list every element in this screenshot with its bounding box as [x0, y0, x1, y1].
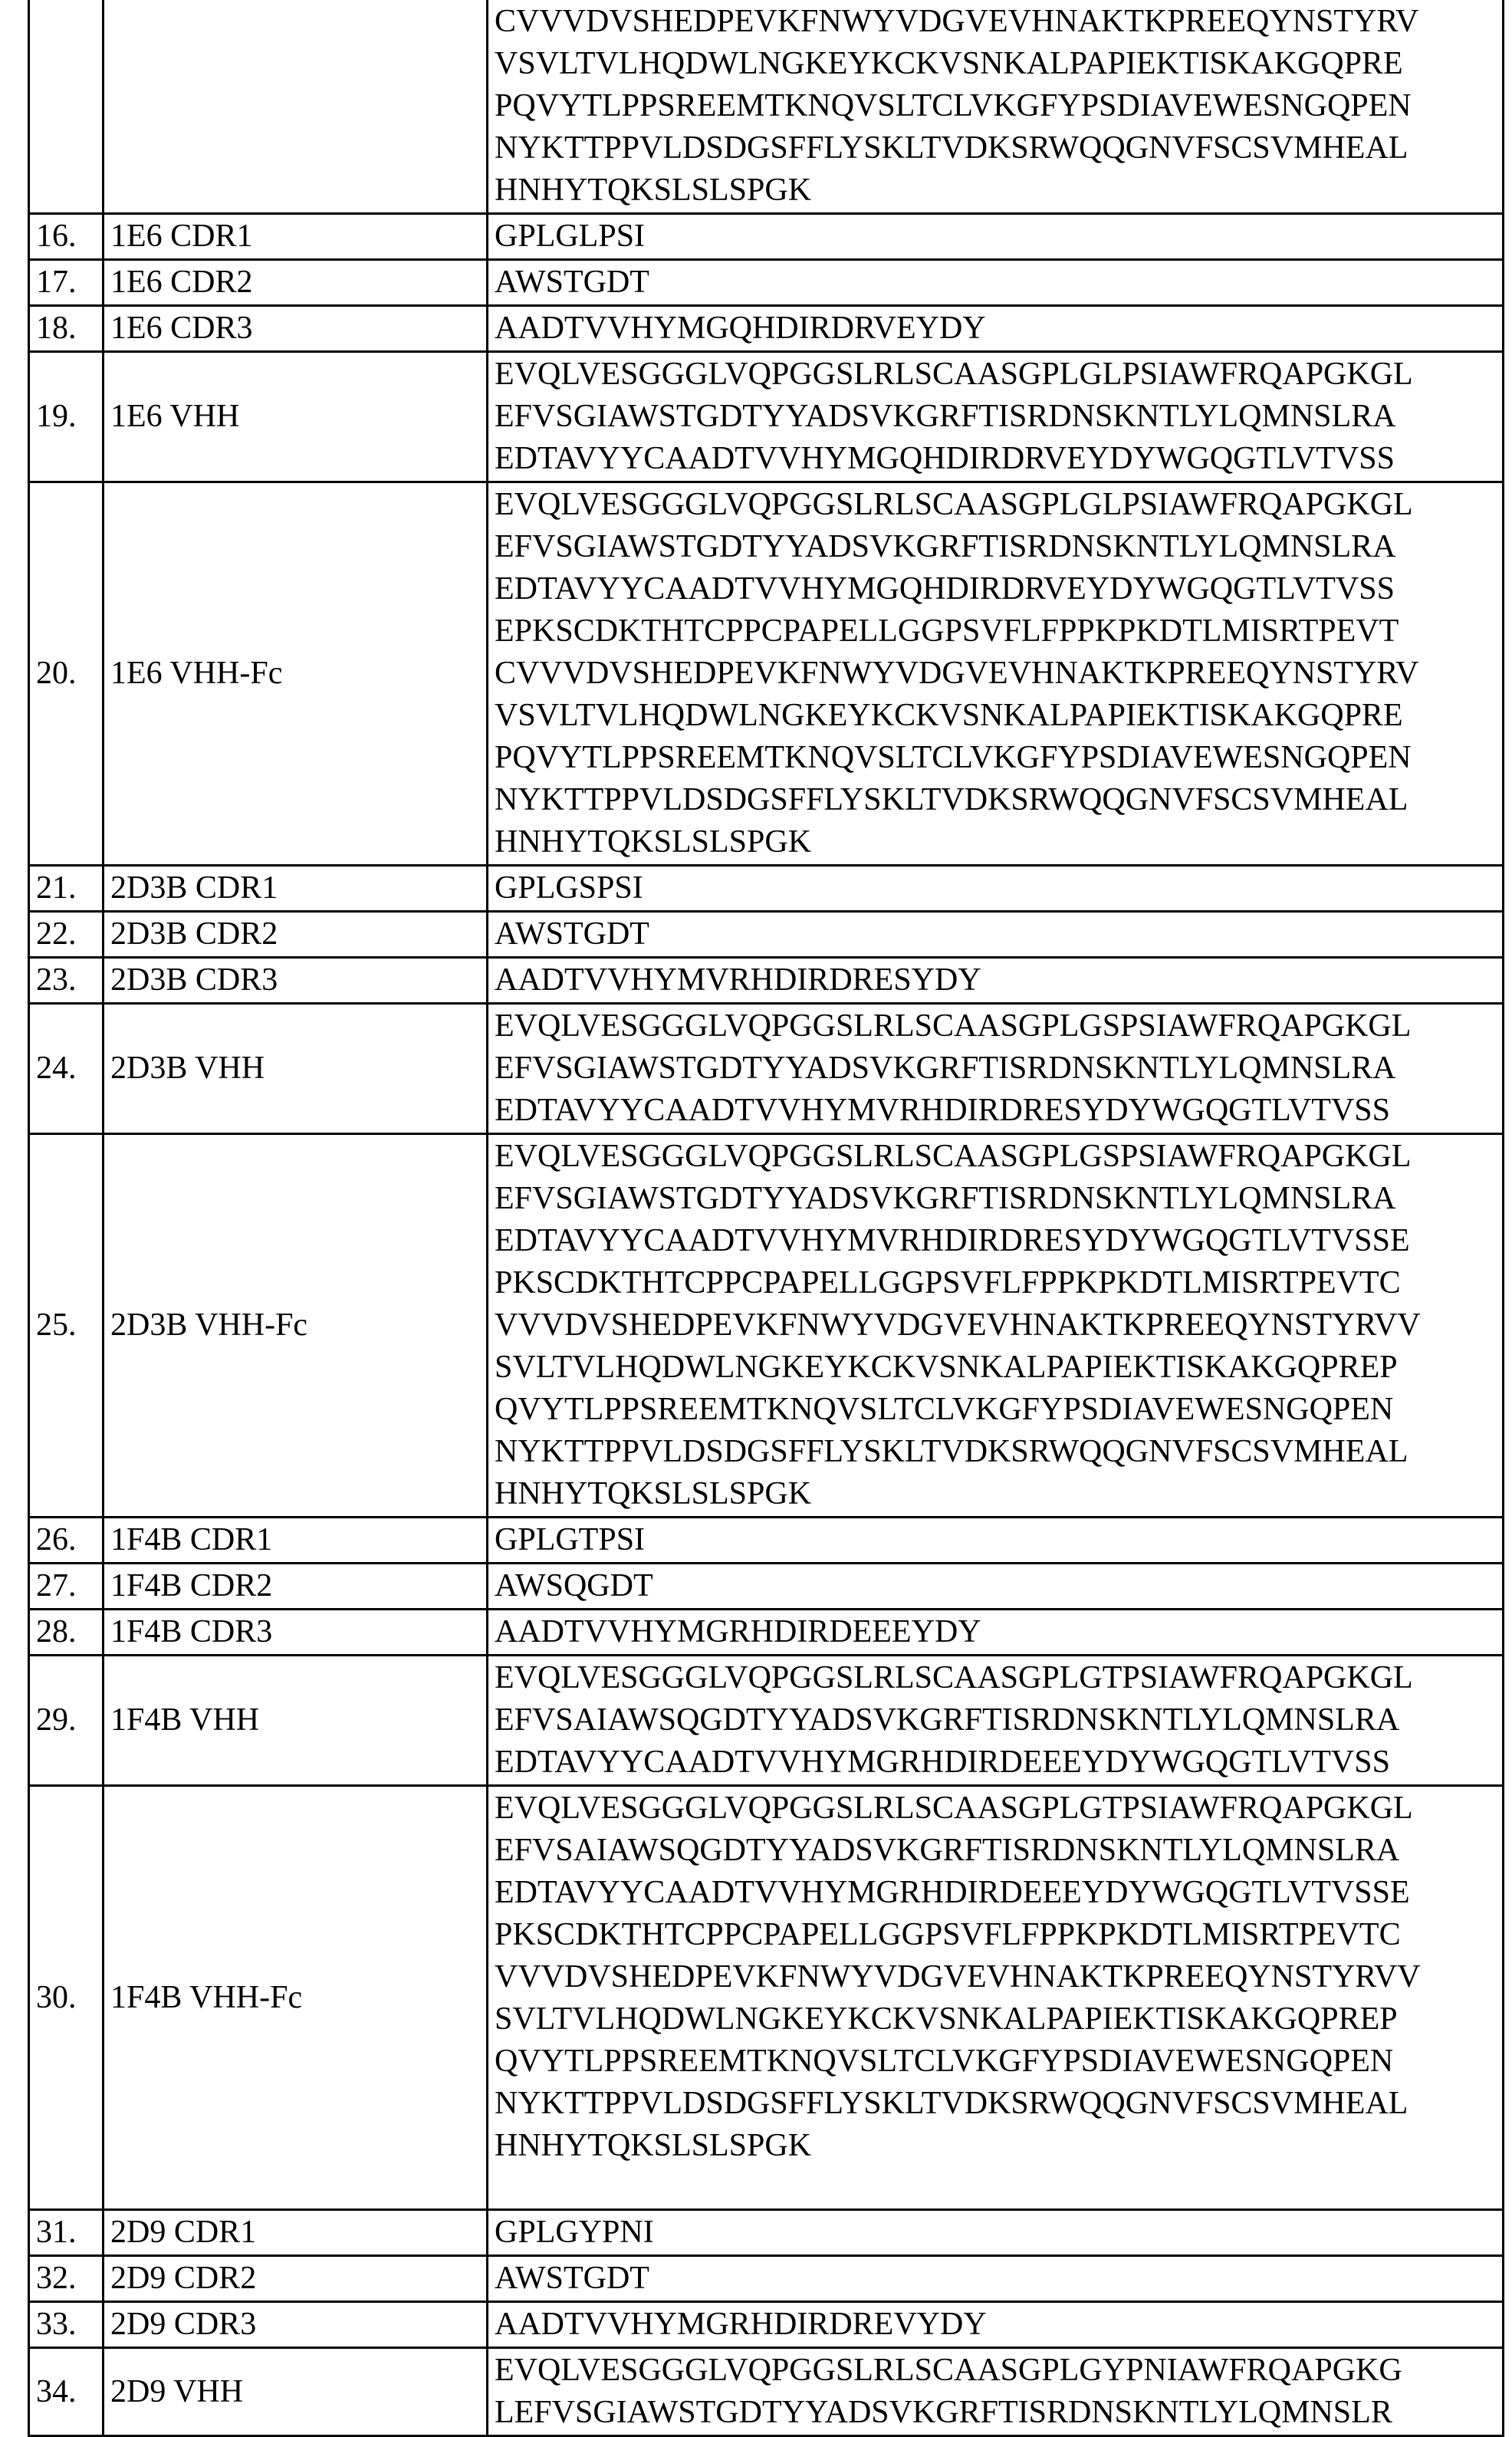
table-row	[29, 482, 1504, 866]
clone-name: 1E6 VHH	[104, 352, 488, 482]
clone-name: 2D3B CDR2	[104, 912, 488, 958]
table-row	[29, 912, 1504, 958]
row-number: 20.	[29, 482, 104, 866]
table-row	[29, 0, 1504, 214]
row-number: 16.	[29, 214, 104, 260]
row-number: 23.	[29, 958, 104, 1004]
table-row	[29, 1134, 1504, 1518]
sequence-text: AADTVVHYMVRHDIRDRESYDY	[488, 958, 1504, 1004]
row-number: 17.	[29, 260, 104, 306]
clone-name: 2D9 CDR2	[104, 2256, 488, 2302]
table-row	[29, 1564, 1504, 1610]
clone-name: 2D9 VHH	[104, 2348, 488, 2436]
clone-name	[104, 0, 488, 214]
sequence-text: AADTVVHYMGRHDIRDEEEYDY	[488, 1610, 1504, 1656]
table-row	[29, 1004, 1504, 1134]
sequence-text: EVQLVESGGGLVQPGGSLRLSCAASGPLGSPSIAWFRQAPGKGL EFVSGIAWSTGDTYYADSVKGRFTISRDNSKNTLYLQMNSLRA EDTAVYYCAADTVVHYMVRHDIRDRESYDYWGQGTLVTVSS	[488, 1004, 1504, 1134]
sequence-text: GPLGSPSI	[488, 866, 1504, 912]
row-number: 33.	[29, 2302, 104, 2348]
clone-name: 1F4B CDR3	[104, 1610, 488, 1656]
table-row	[29, 958, 1504, 1004]
clone-name: 2D3B VHH-Fc	[104, 1134, 488, 1518]
sequence-text: AADTVVHYMGQHDIRDRVEYDY	[488, 306, 1504, 352]
row-number: 22.	[29, 912, 104, 958]
table-row	[29, 2256, 1504, 2302]
table-row	[29, 260, 1504, 306]
table-row	[29, 214, 1504, 260]
row-number: 18.	[29, 306, 104, 352]
row-number: 26.	[29, 1518, 104, 1564]
sequence-text: AADTVVHYMGRHDIRDREVYDY	[488, 2302, 1504, 2348]
clone-name: 1F4B VHH-Fc	[104, 1786, 488, 2210]
row-number: 34.	[29, 2348, 104, 2436]
sequence-text: AWSTGDT	[488, 260, 1504, 306]
table-row	[29, 352, 1504, 482]
row-number: 27.	[29, 1564, 104, 1610]
clone-name: 2D9 CDR3	[104, 2302, 488, 2348]
sequence-text: EVQLVESGGGLVQPGGSLRLSCAASGPLGTPSIAWFRQAPGKGL EFVSAIAWSQGDTYYADSVKGRFTISRDNSKNTLYLQMNSLRA EDTAVYYCAADTVVHYMGRHDIRDEEEYDYWGQGTLVTVSSE PKSCDKTHTCPPCPAPELLGGPSVFLFPPKPKDTLMISRTPEVTC VVVDVSHEDPEVKFNWYVDGVEVHNAKTKPREEQYNSTYRVV SVLTVLHQDWLNGKEYKCKVSNKALPAPIEKTISKAKGQPREP QVYTLPPSREEMTKNQVSLTCLVKGFYPSDIAVEWESNGQPEN NYKTTPPVLDSDGSFFLYSKLTVDKSRWQQGNVFSCSVMHEAL HNHYTQKSLSLSPGK	[488, 1786, 1504, 2210]
clone-name: 1E6 CDR1	[104, 214, 488, 260]
table-row	[29, 1656, 1504, 1786]
row-number: 31.	[29, 2210, 104, 2256]
row-number: 32.	[29, 2256, 104, 2302]
clone-name: 1F4B CDR1	[104, 1518, 488, 1564]
table-row	[29, 1786, 1504, 2210]
row-number: 24.	[29, 1004, 104, 1134]
sequence-text: GPLGYPNI	[488, 2210, 1504, 2256]
table-row	[29, 866, 1504, 912]
clone-name: 2D3B CDR3	[104, 958, 488, 1004]
table-row	[29, 1518, 1504, 1564]
sequence-table	[28, 0, 1504, 2437]
row-number: 28.	[29, 1610, 104, 1656]
row-number: 25.	[29, 1134, 104, 1518]
sequence-text: EVQLVESGGGLVQPGGSLRLSCAASGPLGLPSIAWFRQAPGKGL EFVSGIAWSTGDTYYADSVKGRFTISRDNSKNTLYLQMNSLRA EDTAVYYCAADTVVHYMGQHDIRDRVEYDYWGQGTLVTVSS	[488, 352, 1504, 482]
clone-name: 2D3B CDR1	[104, 866, 488, 912]
sequence-text: EVQLVESGGGLVQPGGSLRLSCAASGPLGTPSIAWFRQAPGKGL EFVSAIAWSQGDTYYADSVKGRFTISRDNSKNTLYLQMNSLRA EDTAVYYCAADTVVHYMGRHDIRDEEEYDYWGQGTLVTVSS	[488, 1656, 1504, 1786]
sequence-text: EVQLVESGGGLVQPGGSLRLSCAASGPLGLPSIAWFRQAPGKGL EFVSGIAWSTGDTYYADSVKGRFTISRDNSKNTLYLQMNSLRA EDTAVYYCAADTVVHYMGQHDIRDRVEYDYWGQGTLVTVSS EPKSCDKTHTCPPCPAPELLGGPSVFLFPPKPKDTLMISRTPEVT CVVVDVSHEDPEVKFNWYVDGVEVHNAKTKPREEQYNSTYRV VSVLTVLHQDWLNGKEYKCKVSNKALPAPIEKTISKAKGQPRE PQVYTLPPSREEMTKNQVSLTCLVKGFYPSDIAVEWESNGQPEN NYKTTPPVLDSDGSFFLYSKLTVDKSRWQQGNVFSCSVMHEAL HNHYTQKSLSLSPGK	[488, 482, 1504, 866]
sequence-text: EVQLVESGGGLVQPGGSLRLSCAASGPLGYPNIAWFRQAPGKG LEFVSGIAWSTGDTYYADSVKGRFTISRDNSKNTLYLQMNSLR	[488, 2348, 1504, 2436]
row-number: 19.	[29, 352, 104, 482]
clone-name: 1E6 CDR3	[104, 306, 488, 352]
sequence-table-body	[29, 0, 1504, 2436]
table-row	[29, 306, 1504, 352]
table-row	[29, 2348, 1504, 2436]
clone-name: 1E6 VHH-Fc	[104, 482, 488, 866]
sequence-text: AWSTGDT	[488, 2256, 1504, 2302]
table-row	[29, 1610, 1504, 1656]
clone-name: 2D9 CDR1	[104, 2210, 488, 2256]
clone-name: 1F4B CDR2	[104, 1564, 488, 1610]
row-number	[29, 0, 104, 214]
table-row	[29, 2302, 1504, 2348]
clone-name: 2D3B VHH	[104, 1004, 488, 1134]
row-number: 21.	[29, 866, 104, 912]
clone-name: 1F4B VHH	[104, 1656, 488, 1786]
row-number: 29.	[29, 1656, 104, 1786]
sequence-text: AWSTGDT	[488, 912, 1504, 958]
sequence-text: AWSQGDT	[488, 1564, 1504, 1610]
row-number: 30.	[29, 1786, 104, 2210]
sequence-text: EVQLVESGGGLVQPGGSLRLSCAASGPLGSPSIAWFRQAPGKGL EFVSGIAWSTGDTYYADSVKGRFTISRDNSKNTLYLQMNSLRA EDTAVYYCAADTVVHYMVRHDIRDRESYDYWGQGTLVTVSSE PKSCDKTHTCPPCPAPELLGGPSVFLFPPKPKDTLMISRTPEVTC VVVDVSHEDPEVKFNWYVDGVEVHNAKTKPREEQYNSTYRVV SVLTVLHQDWLNGKEYKCKVSNKALPAPIEKTISKAKGQPREP QVYTLPPSREEMTKNQVSLTCLVKGFYPSDIAVEWESNGQPEN NYKTTPPVLDSDGSFFLYSKLTVDKSRWQQGNVFSCSVMHEAL HNHYTQKSLSLSPGK	[488, 1134, 1504, 1518]
sequence-text: GPLGTPSI	[488, 1518, 1504, 1564]
sequence-text: CVVVDVSHEDPEVKFNWYVDGVEVHNAKTKPREEQYNSTYRV VSVLTVLHQDWLNGKEYKCKVSNKALPAPIEKTISKAKGQPRE PQVYTLPPSREEMTKNQVSLTCLVKGFYPSDIAVEWESNGQPEN NYKTTPPVLDSDGSFFLYSKLTVDKSRWQQGNVFSCSVMHEAL HNHYTQKSLSLSPGK	[488, 0, 1504, 214]
clone-name: 1E6 CDR2	[104, 260, 488, 306]
table-row	[29, 2210, 1504, 2256]
sequence-text: GPLGLPSI	[488, 214, 1504, 260]
